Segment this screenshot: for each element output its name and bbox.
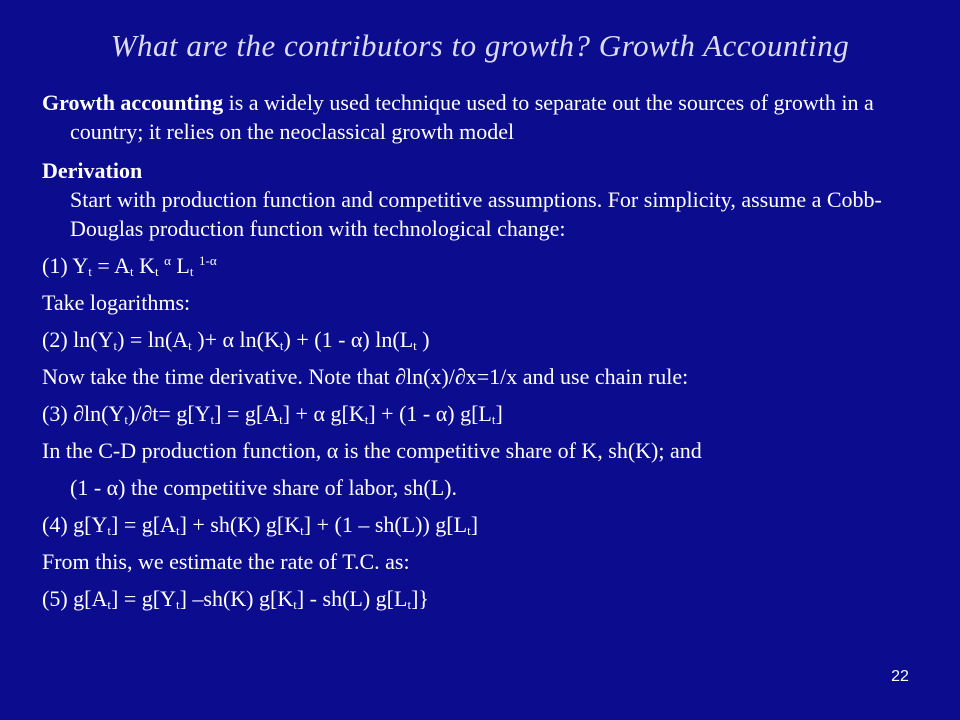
cd-share-text-2: (1 - α) the competitive share of labor, sh(L).: [70, 475, 457, 500]
equation-1: (1) $Y_t = A_t$ $K_t$ $^\alpha$ $L_t$ $^{1-\alpha}$: [42, 253, 217, 279]
equation-5: (5) $g[A_t] = g[Y_t]$ –sh(K) $g[K_t] - sh(L)$ $g[L_t]$}: [42, 586, 429, 612]
slide-body: [42, 88, 932, 613]
equation-2: (2) $\ln(Y_t) = \ln(A_t$ )+ α $\ln(K_t) + (1 - \alpha)$ $\ln(L_t$ ): [42, 327, 430, 353]
derivation-heading: Derivation: [42, 158, 143, 183]
intro-paragraph: [42, 88, 932, 146]
take-logarithms-text: Take logarithms:: [42, 290, 191, 315]
intro-text: is a widely used technique used to separate out the sources of growth in a country; it relies on the neoclassical growth model: [70, 90, 874, 144]
derivation-text: Start with production function and competitive assumptions. For simplicity, assume a Cobb-Douglas production function with technological change:: [70, 187, 882, 241]
estimate-text: From this, we estimate the rate of T.C. as:: [42, 549, 410, 574]
intro-bold-term: Growth accounting: [42, 90, 224, 115]
page-number: 22: [891, 668, 909, 685]
equation-4: (4) $g[Y_t] = g[A_t] + sh(K) g[K_t] + (1 - sh(L))$ $g[L_t]$: [42, 512, 479, 538]
slide-title: What are the contributors to growth? Growth Accounting: [110, 28, 850, 63]
cd-share-text-1: In the C-D production function, α is the competitive share of K, sh(K); and: [42, 438, 702, 463]
equation-3: (3) $\partial\ln(Y_t)/\partial t= g[Y_t] = g[A_t] + \alpha$ $g[K_t] + (1 - \alpha)$ $g[L_t]$: [42, 401, 503, 427]
time-derivative-text: Now take the time derivative. Note that ∂ln(x)/∂x=1/x and use chain rule:: [42, 364, 689, 389]
